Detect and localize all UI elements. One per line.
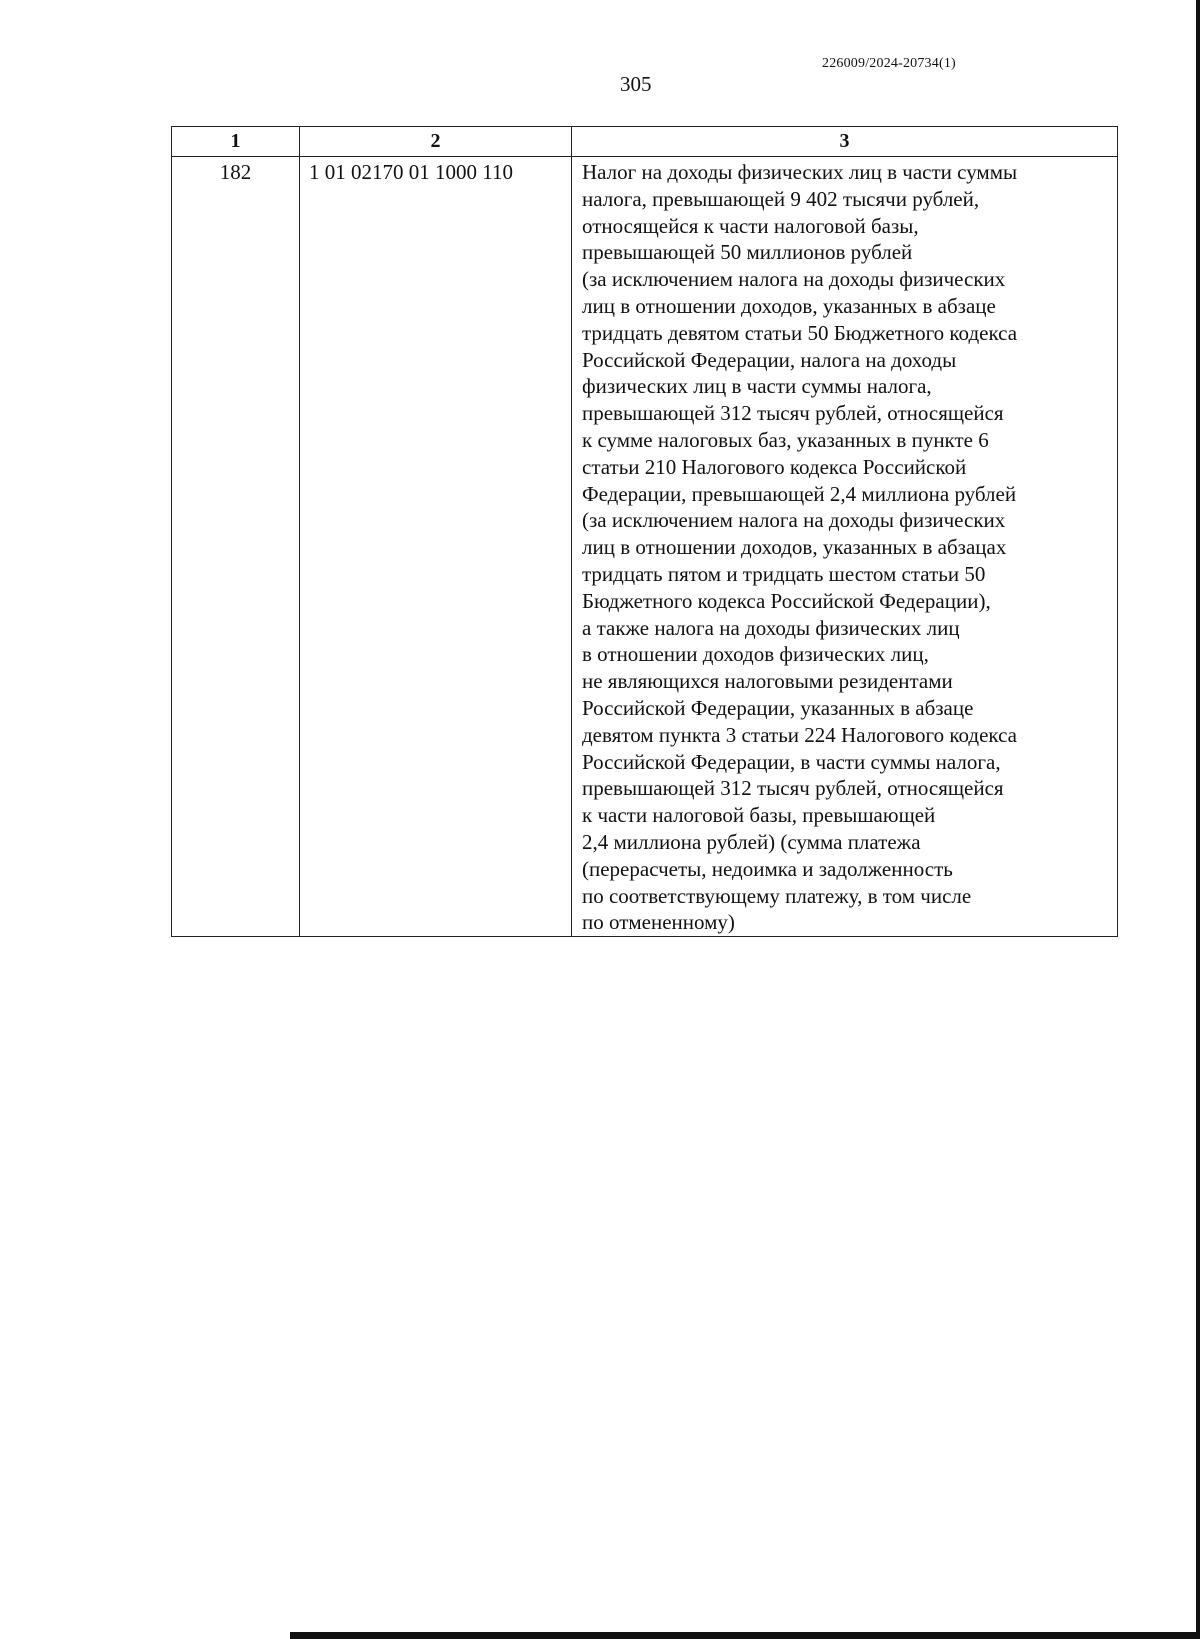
description-line: девятом пункта 3 статьи 224 Налогового кодекса — [582, 722, 1017, 747]
description-line: налога, превышающей 9 402 тысячи рублей, — [582, 186, 980, 211]
description-line: тридцать девятом статьи 50 Бюджетного кодекса — [582, 320, 1018, 345]
description-line: превышающей 312 тысяч рублей, относящейся — [582, 776, 1004, 801]
table-header-row — [172, 127, 1118, 157]
description-line: не являющихся налоговыми резидентами — [582, 669, 953, 694]
table-row — [172, 157, 1118, 937]
description-line: лиц в отношении доходов, указанных в абзаце — [582, 293, 996, 318]
description-line: тридцать пятом и тридцать шестом статьи 50 — [582, 561, 986, 586]
description-line: Российской Федерации, налога на доходы — [582, 347, 957, 372]
description-line: превышающей 312 тысяч рублей, относящейся — [582, 401, 1004, 426]
scan-edge-line — [1196, 0, 1200, 1639]
description-line: в отношении доходов физических лиц, — [582, 642, 929, 667]
description-line: Налог на доходы физических лиц в части суммы — [582, 160, 1018, 184]
column-header-2: 2 — [300, 127, 572, 157]
description-line: по соответствующему платежу, в том числе — [582, 883, 972, 908]
kbk-code-cell: 1 01 02170 01 1000 110 — [300, 157, 572, 937]
description-line: лиц в отношении доходов, указанных в абзацах — [582, 535, 1007, 560]
scan-bottom-line — [290, 1632, 1200, 1639]
description-line: по отмененному) — [582, 910, 735, 935]
description-line: Российской Федерации, указанных в абзаце — [582, 695, 974, 720]
description-cell — [572, 157, 1118, 937]
description-line: (за исключением налога на доходы физических — [582, 267, 1006, 292]
description-line: к части налоговой базы, превышающей — [582, 803, 936, 828]
description-line: Российской Федерации, в части суммы налога, — [582, 749, 1001, 774]
description-line: физических лиц в части суммы налога, — [582, 374, 932, 399]
description-line: 2,4 миллиона рублей) (сумма платежа — [582, 829, 921, 854]
page-number: 305 — [620, 72, 652, 96]
description-line: а также налога на доходы физических лиц — [582, 615, 960, 640]
description-line: к сумме налоговых баз, указанных в пункте 6 — [582, 427, 989, 452]
column-header-1: 1 — [172, 127, 300, 157]
administrator-code-cell: 182 — [172, 157, 300, 937]
description-line: превышающей 50 миллионов рублей — [582, 240, 913, 265]
description-line: (за исключением налога на доходы физических — [582, 508, 1006, 533]
description-line: (перерасчеты, недоимка и задолженность — [582, 856, 953, 881]
description-line: относящейся к части налоговой базы, — [582, 213, 919, 238]
budget-classification-table — [171, 126, 1118, 937]
document-registration-number: 226009/2024-20734(1) — [822, 56, 956, 71]
description-line: статьи 210 Налогового кодекса Российской — [582, 454, 967, 479]
description-line: Бюджетного кодекса Российской Федерации), — [582, 588, 991, 613]
column-header-3: 3 — [572, 127, 1118, 157]
description-line: Федерации, превышающей 2,4 миллиона рублей — [582, 481, 1017, 506]
